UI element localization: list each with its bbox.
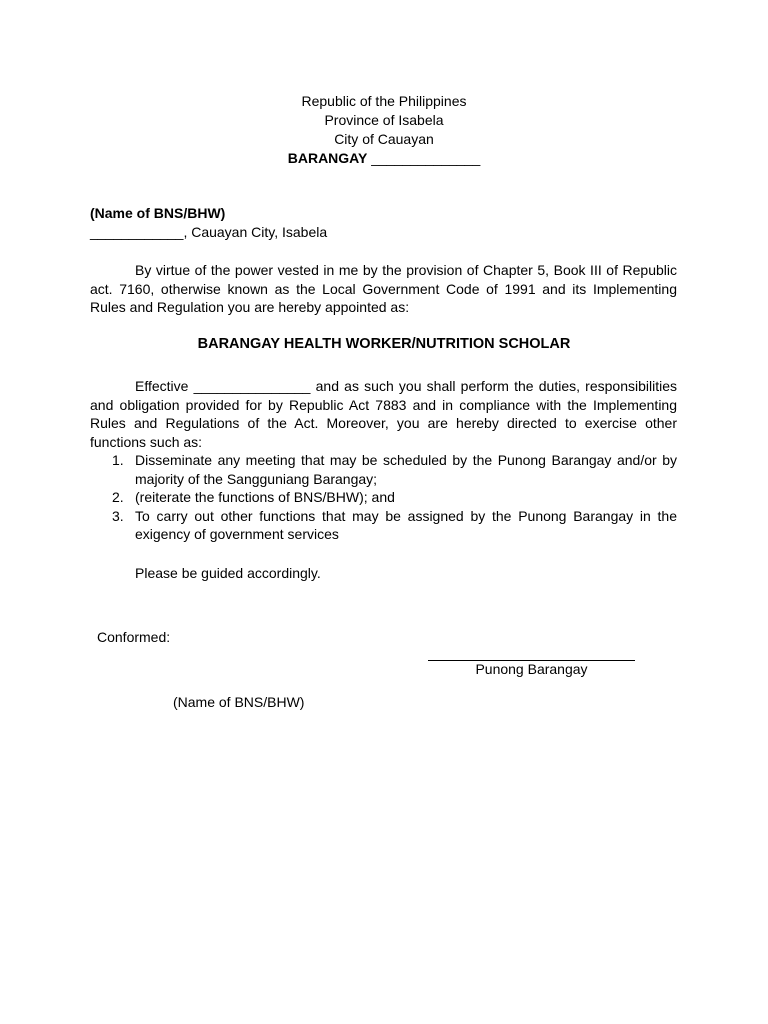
- letterhead-province: Province of Isabela: [324, 112, 444, 128]
- barangay-blank: ______________: [371, 150, 481, 166]
- letterhead-country: Republic of the Philippines: [301, 93, 467, 109]
- letterhead-barangay: [0, 149, 768, 168]
- effective-paragraph: [90, 377, 677, 451]
- list-item-text: To carry out other functions that may be assigned by the Punong Barangay in the exigency of government services: [135, 507, 677, 543]
- functions-list: [90, 451, 677, 544]
- list-item: [90, 488, 677, 507]
- effective-text: and as such you shall perform the duties, responsibilities and obligation provided for by Republic Act 7883 and in compliance with the Implementing Rules and Regulations of the Act. Moreover, you are hereby directed to exercise other functions such as:: [90, 378, 678, 450]
- list-item-text: (reiterate the functions of BNS/BHW); and: [135, 489, 395, 506]
- letterhead: [0, 92, 768, 168]
- recipient-name: (Name of BNS/BHW): [90, 205, 226, 221]
- address-text: , Cauayan City, Isabela: [183, 224, 328, 240]
- address-blank: ____________: [90, 224, 184, 240]
- list-item: [90, 507, 677, 544]
- barangay-label: BARANGAY: [287, 150, 368, 166]
- list-item-text: Disseminate any meeting that may be scheduled by the Punong Barangay and/or by majority of the Sangguniang Barangay;: [135, 452, 677, 487]
- appointment-title: BARANGAY HEALTH WORKER/NUTRITION SCHOLAR: [197, 336, 571, 352]
- closing-statement: Please be guided accordingly.: [135, 565, 321, 581]
- conformer-name: (Name of BNS/BHW): [173, 694, 305, 710]
- list-item-number: 3.: [112, 507, 124, 524]
- intro-paragraph: By virtue of the power vested in me by the provision of Chapter 5, Book III of Republic act. 7160, otherwise known as the Local Government Code of 1991 and its Implementing Rules and Regulation you are hereby appointed as:: [90, 262, 677, 316]
- conformed-label: Conformed:: [97, 629, 171, 645]
- list-item-number: 2.: [112, 489, 124, 506]
- recipient-address: [90, 224, 327, 240]
- effective-date-blank: _______________: [193, 378, 311, 394]
- letterhead-city: City of Cauayan: [334, 131, 434, 147]
- list-item: [90, 451, 677, 488]
- effective-label: Effective: [135, 378, 189, 394]
- signatory-title: Punong Barangay: [475, 661, 588, 677]
- list-item-number: 1.: [112, 452, 124, 468]
